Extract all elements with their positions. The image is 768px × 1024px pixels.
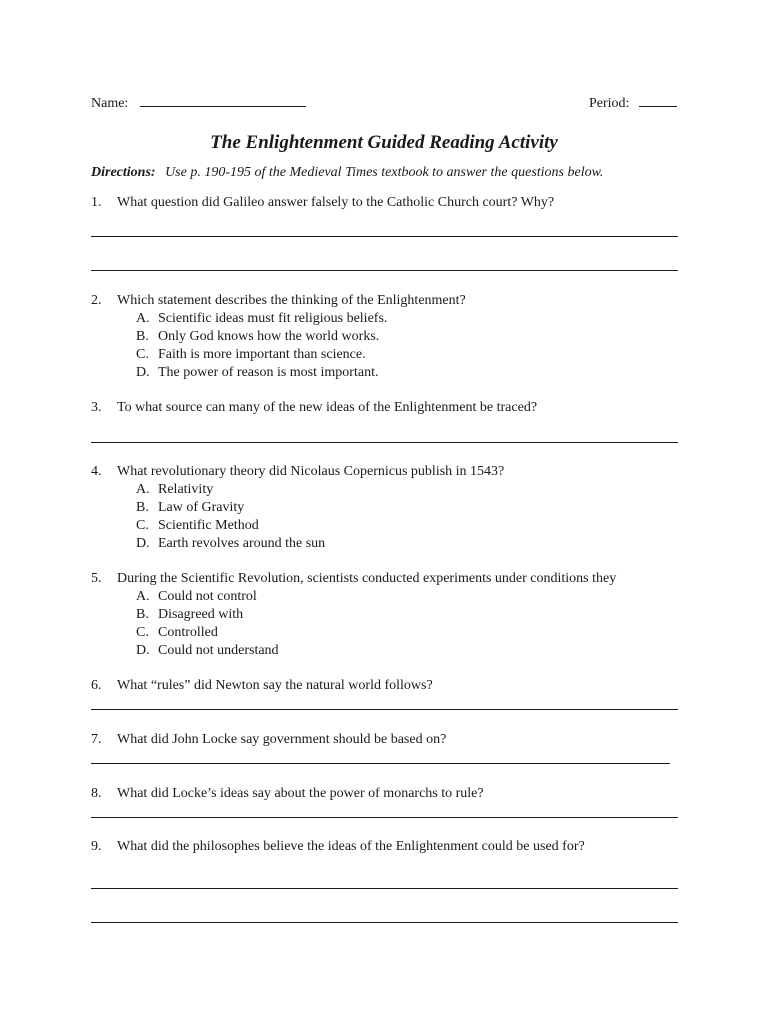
period-blank[interactable] — [639, 94, 677, 107]
question-number: 1. — [91, 195, 102, 210]
question-text: What revolutionary theory did Nicolaus Copernicus publish in 1543? — [117, 464, 505, 479]
option-letter: D. — [136, 536, 150, 551]
option-text: Disagreed with — [158, 607, 244, 622]
answer-line[interactable] — [91, 817, 678, 818]
option-letter: A. — [136, 482, 150, 497]
option-letter: B. — [136, 500, 149, 515]
option-text: Earth revolves around the sun — [158, 536, 326, 551]
question-number: 4. — [91, 464, 102, 479]
question-text: What did Locke’s ideas say about the power of monarchs to rule? — [117, 786, 484, 801]
answer-line[interactable] — [91, 763, 670, 764]
question-text: What question did Galileo answer falsely to the Catholic Church court? Why? — [117, 195, 555, 210]
option-text: Scientific Method — [158, 518, 259, 533]
question-text: During the Scientific Revolution, scientists conducted experiments under conditions they — [117, 571, 617, 586]
name-field-row — [91, 94, 306, 113]
question-text: What “rules” did Newton say the natural world follows? — [117, 678, 433, 693]
option-text: Scientific ideas must fit religious beliefs. — [158, 311, 388, 326]
option-letter: A. — [136, 589, 150, 604]
question-number: 3. — [91, 400, 102, 415]
option-letter: B. — [136, 329, 149, 344]
option-text: Could not understand — [158, 643, 279, 658]
question-number: 7. — [91, 732, 102, 747]
directions — [91, 164, 603, 182]
answer-line[interactable] — [91, 922, 678, 923]
question-number: 2. — [91, 293, 102, 308]
answer-line[interactable] — [91, 888, 678, 889]
option-letter: D. — [136, 365, 150, 380]
question-text: What did John Locke say government should be based on? — [117, 732, 447, 747]
worksheet-title: The Enlightenment Guided Reading Activity — [210, 132, 558, 153]
question-number: 6. — [91, 678, 102, 693]
name-label: Name: — [91, 96, 129, 111]
option-letter: B. — [136, 607, 149, 622]
answer-line[interactable] — [91, 236, 678, 237]
option-letter: C. — [136, 625, 149, 640]
period-label: Period: — [589, 96, 630, 111]
question-text: Which statement describes the thinking of the Enlightenment? — [117, 293, 466, 308]
option-text: Faith is more important than science. — [158, 347, 366, 362]
option-text: The power of reason is most important. — [158, 365, 379, 380]
question-number: 5. — [91, 571, 102, 586]
directions-label: Directions: — [91, 165, 156, 180]
option-text: Could not control — [158, 589, 257, 604]
answer-line[interactable] — [91, 270, 678, 271]
question-text: To what source can many of the new ideas of the Enlightenment be traced? — [117, 400, 538, 415]
period-field-row — [589, 94, 677, 113]
question-text: What did the philosophes believe the ideas of the Enlightenment could be used for? — [117, 839, 585, 854]
option-letter: C. — [136, 518, 149, 533]
option-text: Relativity — [158, 482, 214, 497]
option-letter: A. — [136, 311, 150, 326]
question-number: 8. — [91, 786, 102, 801]
option-text: Law of Gravity — [158, 500, 245, 515]
question-number: 9. — [91, 839, 102, 854]
option-letter: C. — [136, 347, 149, 362]
answer-line[interactable] — [91, 442, 678, 443]
option-text: Controlled — [158, 625, 218, 640]
directions-text: Use p. 190-195 of the Medieval Times textbook to answer the questions below. — [165, 165, 604, 180]
answer-line[interactable] — [91, 709, 678, 710]
option-letter: D. — [136, 643, 150, 658]
name-blank[interactable] — [140, 94, 306, 107]
option-text: Only God knows how the world works. — [158, 329, 380, 344]
